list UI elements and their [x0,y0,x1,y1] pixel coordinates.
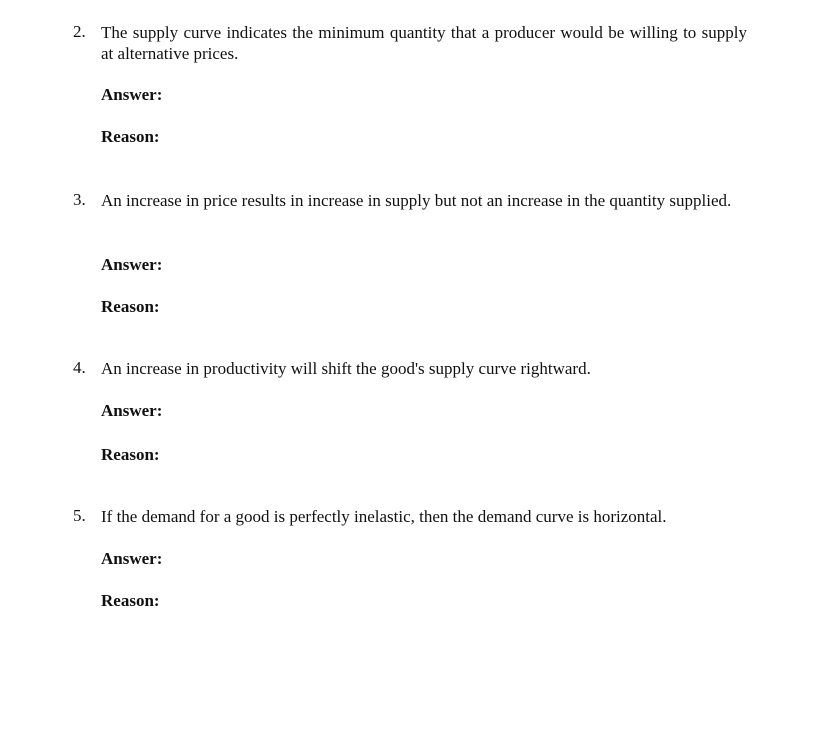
question-number: 3. [73,190,86,209]
question-text: The supply curve indicates the minimum quantity that a producer would be willing to supply at alternative prices. [101,23,747,63]
answer-label: Answer: [101,85,163,104]
question-number: 2. [73,22,86,41]
answer-label: Answer: [101,549,163,568]
reason-label: Reason: [101,445,160,464]
question-text: An increase in price results in increase in supply but not an increase in the quantity supplied. [101,191,732,210]
question-text: An increase in productivity will shift the good's supply curve rightward. [101,359,591,378]
answer-label: Answer: [101,401,163,420]
reason-label: Reason: [101,127,160,146]
question-text: If the demand for a good is perfectly inelastic, then the demand curve is horizontal. [101,507,667,526]
answer-label: Answer: [101,255,163,274]
reason-label: Reason: [101,591,160,610]
question-number: 5. [73,506,86,525]
reason-label: Reason: [101,297,160,316]
question-number: 4. [73,358,86,377]
